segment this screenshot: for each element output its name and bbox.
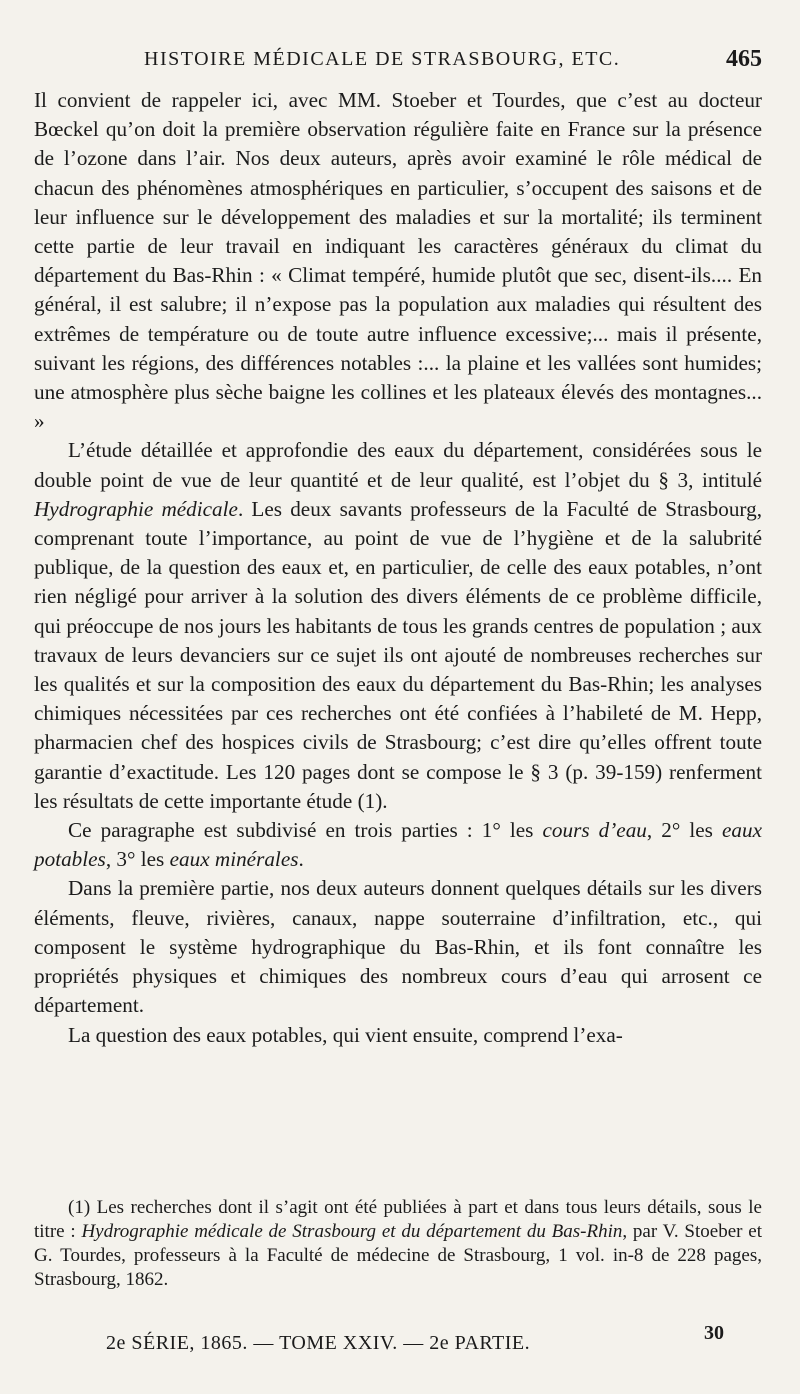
footnote-text: (1) Les recherches dont il s’agit ont été publiées à part et dans tous leurs détails, sous le titre : Hydrographie médicale de Strasbourg et du département du Bas-Rhin, par V. Stoeber et G. Tourdes, professeurs à la Faculté de médecine de Strasbourg, 1 vol. in-8 de 228 pages, Strasbourg, 1862.	[34, 1197, 762, 1290]
running-title: HISTOIRE MÉDICALE DE STRASBOURG, ETC.	[144, 48, 621, 70]
italic-title: Hydrographie médicale	[34, 496, 238, 521]
footnote	[34, 1196, 762, 1292]
body-text	[34, 86, 762, 1050]
page-footer	[34, 1322, 762, 1362]
sheet-number: 30	[704, 1322, 724, 1344]
printer-signature: 2e SÉRIE, 1865. — TOME XXIV. — 2e PARTIE.	[106, 1332, 531, 1354]
footnote-italic-title: Hydrographie médicale de Strasbourg et du département du Bas-Rhin	[81, 1221, 623, 1242]
paragraph-5: La question des eaux potables, qui vient ensuite, comprend l’exa-	[68, 1022, 623, 1047]
paragraph-1: Il convient de rappeler ici, avec MM. Stoeber et Tourdes, que c’est au docteur Bœckel qu’on doit la première observation régulière faite en France sur la présence de l’ozone dans l’air. Nos deux auteurs, après avoir examiné le rôle médical de chacun des phénomènes atmosphériques en particulier, s’occupent des saisons et de leur influence sur le développement des maladies et sur la mortalité; ils terminent cette partie de leur travail en indiquant les caractères généraux du climat du département du Bas-Rhin : « Climat tempéré, humide plutôt que sec, disent-ils.... En général, il est salubre; il n’expose pas la population aux maladies qui résultent des extrêmes de température ou de toute autre influence excessive;... mais il présente, suivant les régions, des différences notables :... la plaine et les vallées sont humides; une atmosphère plus sèche baigne les collines et les plateaux élevés des montagnes... »	[34, 88, 762, 434]
page-number: 465	[726, 46, 762, 72]
page-header	[34, 40, 762, 80]
paragraph-3: Ce paragraphe est subdivisé en trois parties : 1° les cours d’eau, 2° les eaux potables, 3° les eaux minérales.	[34, 818, 762, 872]
paragraph-2: L’étude détaillée et approfondie des eaux du département, considérées sous le double point de vue de leur quantité et de leur qualité, est l’objet du § 3, intitulé Hydrographie médicale. Les deux savants professeurs de la Faculté de Strasbourg, comprenant toute l’importance, au point de vue de l’hygiène et de la salubrité publique, de la question des eaux et, en particulier, de celle des eaux potables, n’ont rien négligé pour arriver à la solution des divers éléments de ce problème difficile, qui préoccupe de nos jours les habitants de tous les grands centres de population ; aux travaux de leurs devanciers sur ce sujet ils ont ajouté de nombreuses recherches sur les qualités et sur la composition des eaux du département du Bas-Rhin; les analyses chimiques nécessitées par ces recherches ont été confiées à l’habileté de M. Hepp, pharmacien chef des hospices civils de Strasbourg; c’est dire qu’elles offrent toute garantie d’exactitude. Les 120 pages dont se compose le § 3 (p. 39-159) renferment les résultats de cette importante étude (1).	[34, 438, 762, 813]
paragraph-4: Dans la première partie, nos deux auteurs donnent quelques détails sur les divers éléments, fleuve, rivières, canaux, nappe souterraine d’infiltration, etc., qui composent le système hydrographique du Bas-Rhin, et ils font connaître les propriétés physiques et chimiques des nombreux cours d’eau qui arrosent ce département.	[34, 876, 762, 1018]
book-page	[34, 0, 762, 1394]
